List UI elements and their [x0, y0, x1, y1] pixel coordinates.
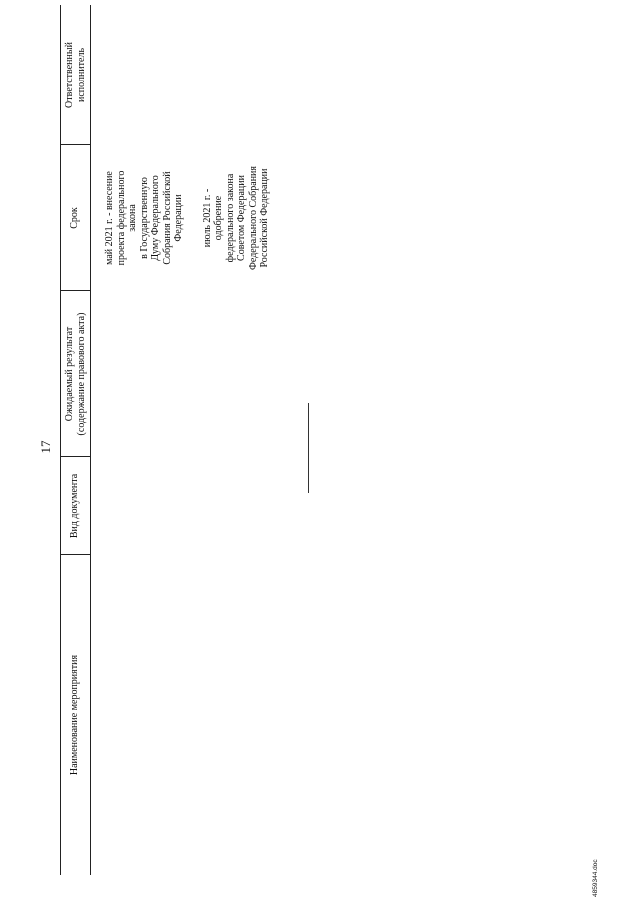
- deadline-cell: [104, 145, 271, 291]
- deadline-line: проекта федерального: [115, 170, 127, 266]
- deadline-spacer: [185, 145, 202, 291]
- deadline-line: Советом Федерации: [236, 175, 247, 261]
- header-responsible: [64, 5, 87, 145]
- deadline-block-july: [202, 145, 271, 291]
- header-expected-result-line1: Ожидаемый результат: [64, 326, 75, 422]
- deadline-line: в Государственную: [138, 177, 150, 259]
- header-expected-result-line2: (содержание правового акта): [75, 312, 87, 436]
- deadline-line: май 2021 г. - внесение: [104, 171, 115, 265]
- header-responsible-line2: исполнитель: [75, 47, 87, 103]
- table-top-border: [60, 5, 61, 875]
- deadline-line: закона: [127, 204, 138, 232]
- closing-rule: [308, 403, 309, 493]
- deadline-line: федерального закона: [224, 173, 236, 263]
- header-expected-result: [64, 291, 87, 457]
- deadline-line: Федерации: [173, 194, 184, 242]
- header-document-type: [69, 457, 81, 555]
- header-document-type-text: Вид документа: [69, 473, 80, 539]
- deadline-line: Собрания Российской: [161, 171, 173, 265]
- header-deadline-text: Срок: [69, 207, 80, 229]
- deadline-line: одобрение: [213, 195, 224, 241]
- header-deadline: [69, 145, 81, 291]
- header-responsible-line1: Ответственный: [64, 42, 75, 108]
- deadline-line: июль 2021 г. -: [201, 188, 213, 248]
- header-event-name: [69, 555, 81, 875]
- header-event-name-text: Наименование мероприятия: [69, 654, 80, 776]
- deadline-line: Думу Федерального: [150, 175, 161, 261]
- page-number: 17: [38, 440, 53, 454]
- document-code: 4859344.doc: [592, 859, 599, 897]
- deadline-line: Федерального Собрания: [247, 166, 259, 271]
- deadline-block-may: [104, 145, 185, 291]
- header-bottom-border: [90, 5, 91, 875]
- deadline-line: Российской Федерации: [259, 168, 270, 268]
